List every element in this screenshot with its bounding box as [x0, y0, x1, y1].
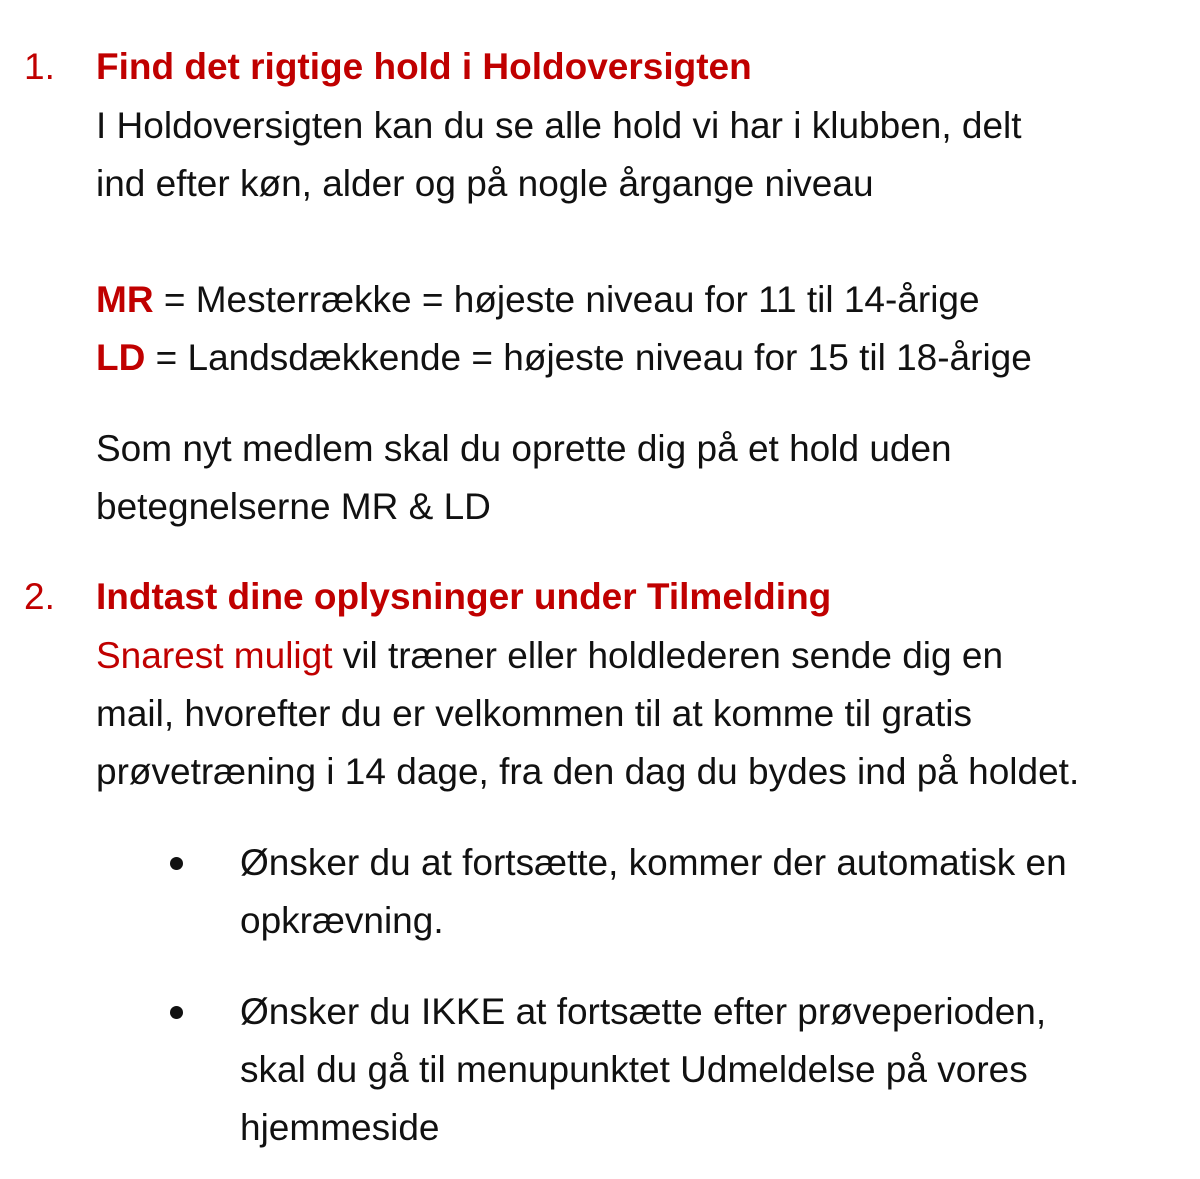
bullet-2-line-1: Ønsker du IKKE at fortsætte efter prøveperioden, — [240, 991, 1047, 1032]
mr-definition — [96, 278, 980, 322]
snarest-muligt-highlight: Snarest muligt — [96, 635, 333, 676]
bullet-2-dot — [170, 1006, 183, 1019]
bullet-1-line-2: opkrævning. — [240, 900, 444, 941]
bullet-1-dot — [170, 857, 183, 870]
section-1-intro-line-1: I Holdoversigten kan du se alle hold vi har i klubben, delt — [96, 105, 1022, 146]
section-2-body-line-2: mail, hvorefter du er velkommen til at komme til gratis — [96, 693, 972, 734]
bullet-2-line-3: hjemmeside — [240, 1107, 440, 1148]
section-1-heading: Find det rigtige hold i Holdoversigten — [96, 46, 752, 87]
list-number-1: 1. — [24, 46, 55, 87]
section-1-intro-line-2: ind efter køn, alder og på nogle årgange niveau — [96, 163, 874, 204]
section-2-body-line-1 — [96, 634, 1003, 678]
ld-definition-text: = Landsdækkende = højeste niveau for 15 til 18-årige — [145, 337, 1032, 378]
ld-abbreviation: LD — [96, 337, 146, 378]
section-2-heading: Indtast dine oplysninger under Tilmelding — [96, 576, 832, 617]
mr-definition-text: = Mesterrække = højeste niveau for 11 til 14-årige — [153, 279, 980, 320]
new-member-note-line-1: Som nyt medlem skal du oprette dig på et hold uden — [96, 428, 952, 469]
list-number-2: 2. — [24, 576, 55, 617]
section-2-body-line-3: prøvetræning i 14 dage, fra den dag du bydes ind på holdet. — [96, 751, 1080, 792]
ld-definition — [96, 336, 1032, 380]
mr-abbreviation: MR — [96, 279, 154, 320]
section-2-body-line-1-rest: vil træner eller holdlederen sende dig en — [332, 635, 1004, 676]
bullet-2-line-2: skal du gå til menupunktet Udmeldelse på vores — [240, 1049, 1028, 1090]
bullet-1-line-1: Ønsker du at fortsætte, kommer der automatisk en — [240, 842, 1067, 883]
new-member-note-line-2: betegnelserne MR & LD — [96, 486, 491, 527]
